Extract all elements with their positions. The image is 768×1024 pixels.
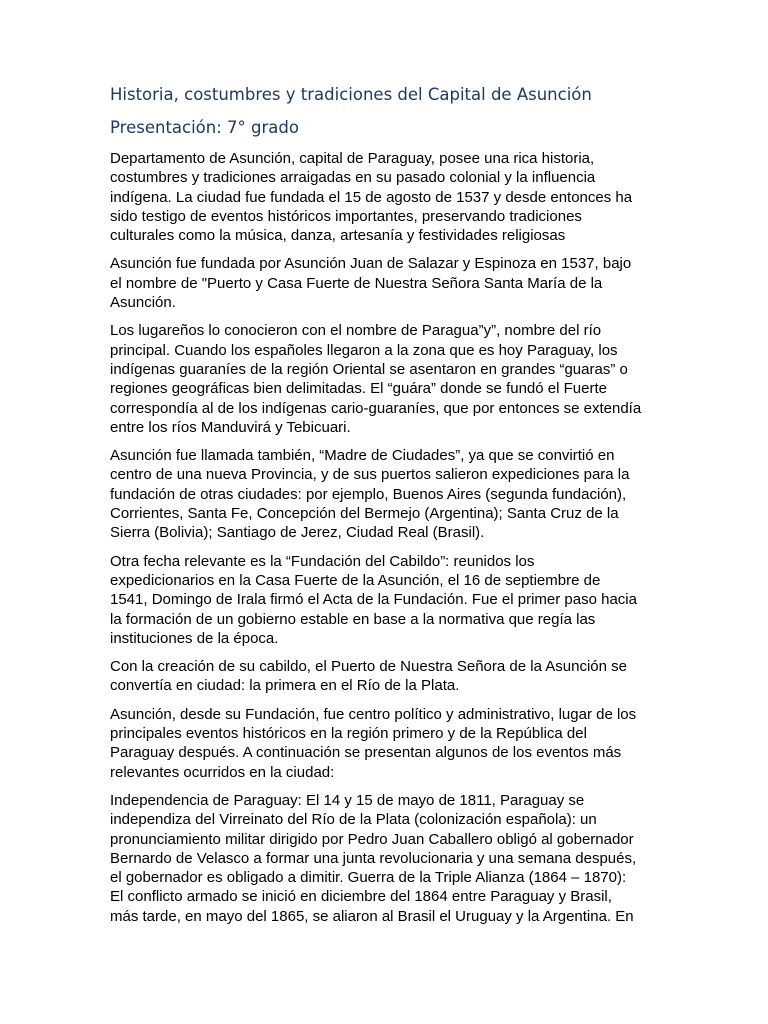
paragraph-cabildo: Otra fecha relevante es la “Fundación del Cabildo”: reunidos los expedicionarios en la Casa Fuerte de la Asunción, el 16 de septiembre de 1541, Domingo de Irala firmó el Acta de la Fundación. Fue el primer paso hacia la formación de un gobierno estable en base a la normativa que regía las instituciones de la época. [110, 552, 637, 647]
paragraph-intro: Departamento de Asunción, capital de Paraguay, posee una rica historia, costumbres y tradiciones arraigadas en su pasado colonial y la influencia indígena. La ciudad fue fundada el 15 de agosto de 1537 y desde entonces ha sido testigo de eventos históricos importantes, preservando tradiciones culturales como la música, danza, artesanía y festividades religiosas [110, 150, 633, 245]
paragraph-independence: Independencia de Paraguay: El 14 y 15 de mayo de 1811, Paraguay se independiza del Virreinato del Río de la Plata (colonización española): un pronunciamiento militar dirigido por Pedro Juan Caballero obligó al gobernador Bernardo de Velasco a formar una junta revolucionaria y una semana después, el gobernador es obligado a dimitir. Guerra de la Triple Alianza (1864 – 1870): El conflicto armado se inició en diciembre del 1864 entre Paraguay y Brasil, más tarde, en mayo del 1865, se aliaron al Brasil el Uruguay y la Argentina. En [110, 791, 637, 925]
paragraph-first-city: Con la creación de su cabildo, el Puerto de Nuestra Señora de la Asunción se convertía en ciudad: la primera en el Río de la Plata. [110, 658, 627, 695]
paragraph-mother-of-cities: Asunción fue llamada también, “Madre de Ciudades”, ya que se convirtió en centro de una nueva Provincia, y de sus puertos salieron expediciones para la fundación de otras ciudades: por ejemplo, Buenos Aires (segunda fundación), Corrientes, Santa Fe, Concepción del Bermejo (Argentina); Santa Cruz de la Sierra (Bolivia); Santiago de Jerez, Ciudad Real (Brasil). [110, 447, 630, 542]
document-title: Historia, costumbres y tradiciones del Capital de Asunción [110, 85, 592, 104]
paragraph-founding: Asunción fue fundada por Asunción Juan de Salazar y Espinoza en 1537, bajo el nombre de "Puerto y Casa Fuerte de Nuestra Señora Santa María de la Asunción. [110, 255, 632, 312]
document-subtitle: Presentación: 7° grado [110, 118, 299, 137]
paragraph-name-origin: Los lugareños lo conocieron con el nombre de Paragua”y”, nombre del río principal. Cuando los españoles llegaron a la zona que es hoy Paraguay, los indígenas guaraníes de la región Oriental se asentaron en grandes “guaras” o regiones geográficas bien delimitadas. El “guára” donde se fundó el Fuerte correspondía al de los indígenas cario-guaraníes, que por entonces se extendía entre los ríos Manduvirá y Tebicuari. [110, 322, 642, 436]
paragraph-political-center: Asunción, desde su Fundación, fue centro político y administrativo, lugar de los principales eventos históricos en la región primero y de la República del Paraguay después. A continuación se presentan algunos de los eventos más relevantes ocurridos en la ciudad: [110, 705, 637, 781]
document-page [110, 84, 662, 935]
